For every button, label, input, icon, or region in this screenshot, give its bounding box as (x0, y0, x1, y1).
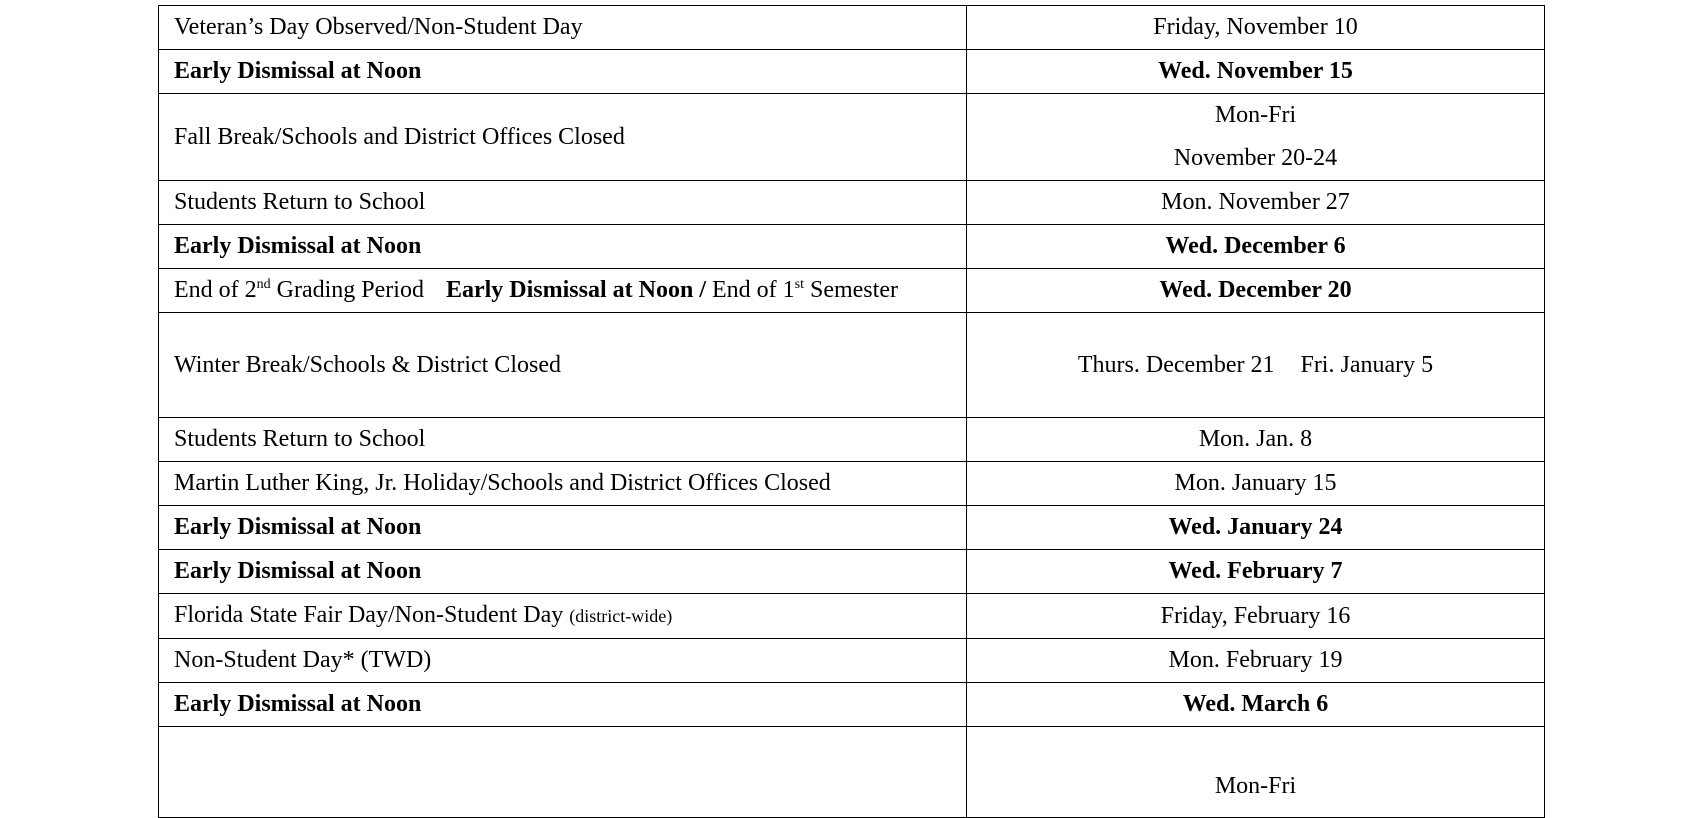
school-calendar-table (158, 5, 1545, 818)
date-cell (967, 181, 1545, 225)
table-row (159, 550, 1545, 594)
date-cell (967, 269, 1545, 313)
table-row (159, 418, 1545, 462)
event-cell (159, 727, 967, 818)
table-row (159, 639, 1545, 683)
event-cell (159, 313, 967, 418)
event-text: Florida State Fair Day/Non-Student Day (174, 602, 564, 628)
event-text: Winter Break/Schools & District Closed (174, 351, 561, 378)
event-text: Early Dismissal at Noon (174, 58, 422, 84)
event-cell (159, 181, 967, 225)
event-text: Martin Luther King, Jr. Holiday/Schools and District Offices Closed (174, 470, 831, 496)
event-text: Fall Break/Schools and District Offices Closed (174, 123, 625, 150)
date-text: Wed. November 15 (1158, 58, 1353, 84)
date-text: Wed. December 20 (1159, 277, 1352, 303)
table-row (159, 506, 1545, 550)
date-cell (967, 313, 1545, 418)
table-row (159, 50, 1545, 94)
table-row (159, 727, 1545, 818)
table-row (159, 269, 1545, 313)
event-cell (159, 506, 967, 550)
event-cell (159, 594, 967, 639)
table-row (159, 683, 1545, 727)
event-cell (159, 639, 967, 683)
date-cell (967, 550, 1545, 594)
date-cell (967, 418, 1545, 462)
event-text: Grading Period (270, 277, 424, 303)
event-cell (159, 50, 967, 94)
ordinal-suffix: nd (256, 277, 271, 292)
date-text-line2: November 20-24 (1173, 145, 1338, 171)
event-cell (159, 550, 967, 594)
event-cell (159, 225, 967, 269)
date-cell (967, 6, 1545, 50)
event-text: End of 2 (174, 277, 257, 303)
event-text: Early Dismissal at Noon (174, 691, 422, 717)
event-text: Early Dismissal at Noon (174, 233, 422, 259)
date-text: Mon. January 15 (1174, 470, 1337, 496)
event-text: Students Return to School (174, 426, 426, 452)
date-text: Wed. December 6 (1165, 233, 1346, 259)
date-cell (967, 225, 1545, 269)
date-text: Wed. February 7 (1168, 558, 1343, 584)
date-cell (967, 639, 1545, 683)
event-note: (district-wide) (569, 606, 673, 626)
date-cell (967, 50, 1545, 94)
date-text: Friday, November 10 (1153, 14, 1358, 40)
date-text: Wed. March 6 (1182, 691, 1329, 717)
date-text: Mon-Fri (1214, 773, 1297, 799)
event-cell (159, 6, 967, 50)
date-cell (967, 683, 1545, 727)
date-text: Mon. Jan. 8 (1198, 426, 1313, 452)
date-text: Mon. February 19 (1168, 647, 1343, 673)
date-text: Wed. January 24 (1168, 514, 1343, 540)
event-text-bold: Early Dismissal at Noon / (445, 277, 706, 303)
date-cell (967, 727, 1545, 818)
event-text: End of 1 (705, 277, 795, 303)
ordinal-suffix: st (794, 277, 804, 292)
table-row (159, 462, 1545, 506)
date-end-text: Fri. January 5 (1300, 351, 1434, 378)
date-text: Mon. November 27 (1161, 189, 1350, 215)
event-cell (159, 418, 967, 462)
table-row (159, 225, 1545, 269)
event-cell (159, 269, 967, 313)
date-cell (967, 462, 1545, 506)
date-cell (967, 506, 1545, 550)
table-row (159, 6, 1545, 50)
event-text: Veteran’s Day Observed/Non-Student Day (174, 14, 583, 40)
event-text: Early Dismissal at Noon (174, 514, 422, 540)
date-text: Friday, February 16 (1160, 602, 1351, 629)
date-start-text: Thurs. December 21 (1077, 351, 1275, 378)
event-text: Non-Student Day* (TWD) (174, 647, 432, 673)
event-text: Early Dismissal at Noon (174, 558, 422, 584)
date-text-line1: Mon-Fri (1214, 102, 1297, 128)
table-row (159, 94, 1545, 181)
table-row (159, 181, 1545, 225)
event-cell (159, 683, 967, 727)
date-cell (967, 94, 1545, 181)
event-text: Students Return to School (174, 189, 426, 215)
date-cell (967, 594, 1545, 639)
event-text: Semester (803, 277, 898, 303)
event-cell (159, 94, 967, 181)
event-cell (159, 462, 967, 506)
table-row (159, 594, 1545, 639)
table-row (159, 313, 1545, 418)
